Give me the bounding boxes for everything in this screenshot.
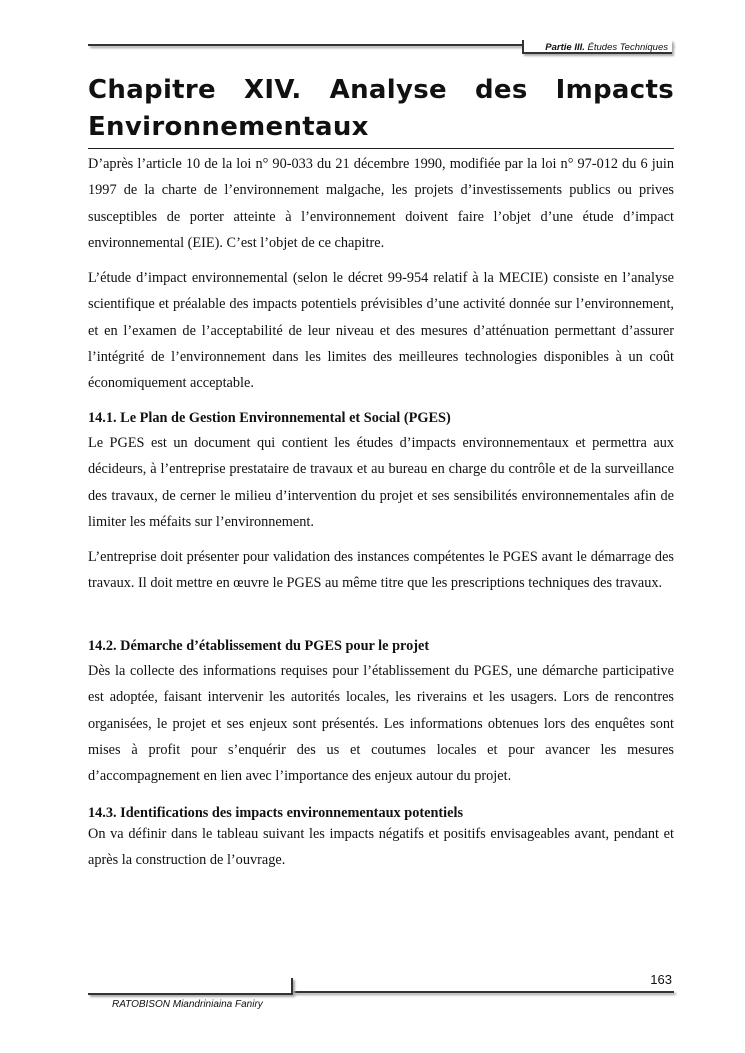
footer-author: RATOBISON Miandriniaina Faniry [112,999,263,1010]
chapter-word: Impacts [555,75,674,105]
section-title-14-3: 14.3. Identifications des impacts environnementaux potentiels [88,805,464,821]
header-part-tab [522,40,672,54]
page-number: 163 [650,972,672,987]
chapter-title-line2: Environnementaux [88,112,369,142]
chapter-title-line1 [88,72,674,109]
chapter-word: Chapitre [88,75,216,105]
footer-author-tab [88,978,293,995]
chapter-title [88,72,674,149]
section-14-1-paragraph-1: Le PGES est un document qui contient les études d’impacts environnementaux et permettra aux décideurs, à l’entreprise prestataire de travaux et au bureau en charge du contrôle et de la surveillance des travaux, de cerner le milieu d’intervention du projet et ses sensibilités environnementales afin de limiter les méfaits sur l’environnement. [88,435,674,530]
section-14-2-paragraph-1: Dès la collecte des informations requises pour l’établissement du PGES, une démarche participative est adoptée, faisant intervenir les autorités locales, les riverains et les usagers. Lors de rencontres organisées, le projet et ses enjeux sont présentés. Les informations obtenues lors des enquêtes sont mises à profit pour s’enquérir des us et coutumes locales et pour avancer les mesures d’accompagnement en lien avec l’importance des enjeux autour du projet. [88,663,674,785]
intro-paragraph-1: D’après l’article 10 de la loi n° 90-033 du 21 décembre 1990, modifiée par la loi n° 97-012 du 6 juin 1997 de la charte de l’environnement malgache, les projets d’investissements publics ou prives susceptibles de porter atteinte à l’environnement doivent faire l’objet d’une étude d’impact environnemental (EIE). C’est l’objet de ce chapitre. [88,156,674,251]
section-title-14-1: 14.1. Le Plan de Gestion Environnemental et Social (PGES) [88,410,451,426]
section-14-3-paragraph-1: On va définir dans le tableau suivant les impacts négatifs et positifs envisageables avant, pendant et après la construction de l’ouvrage. [88,826,674,869]
page-header [88,38,672,60]
page-footer [88,972,674,1012]
header-part-label: Partie III. [545,42,585,53]
chapter-word: XIV. [244,75,302,105]
chapter-word: Analyse [329,75,447,105]
intro-paragraph-2: L’étude d’impact environnemental (selon le décret 99-954 relatif à la MECIE) consiste en l’analyse scientifique et préalable des impacts potentiels prévisibles d’une activité donnée sur l’environnement, et en l’examen de l’acceptabilité de leur niveau et des mesures d’atténuation permettant d’assurer l’intégrité de l’environnement dans les limites des meilleures technologies disponibles à un coût économiquement acceptable. [88,270,674,392]
chapter-word: des [474,75,528,105]
header-part-title: Études Techniques [587,42,668,53]
section-title-14-2: 14.2. Démarche d’établissement du PGES pour le projet [88,638,430,654]
section-14-1-paragraph-2: L’entreprise doit présenter pour validation des instances compétentes le PGES avant le démarrage des travaux. Il doit mettre en œuvre le PGES au même titre que les prescriptions techniques des travaux. [88,549,674,592]
